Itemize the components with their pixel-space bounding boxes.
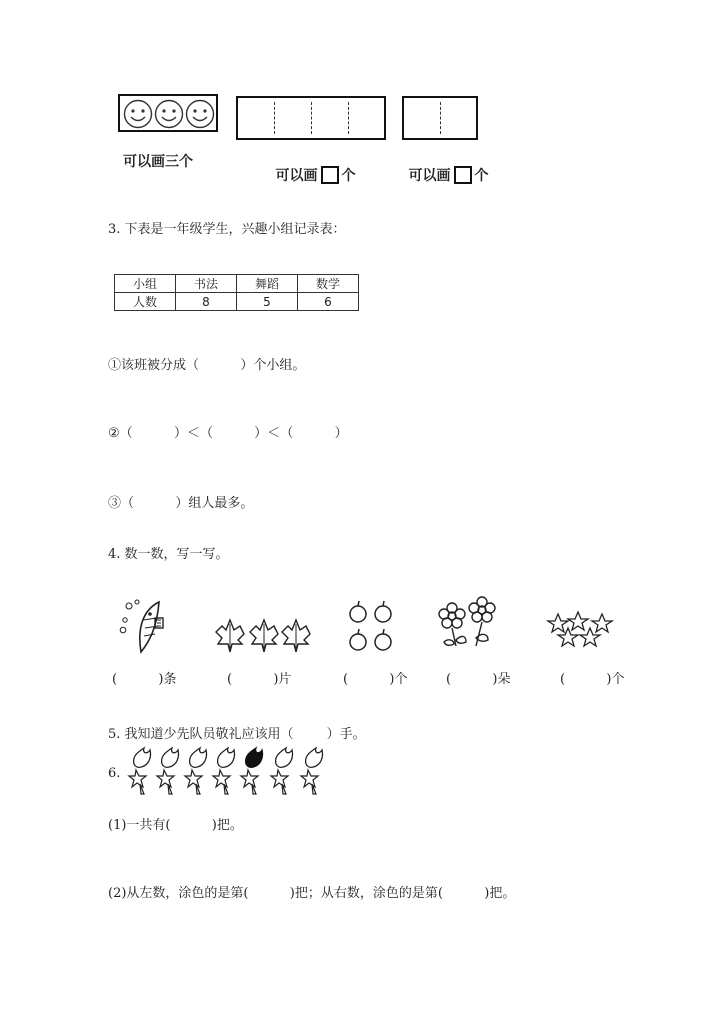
torch-icon — [157, 748, 179, 794]
smiley-face-icon — [154, 99, 184, 129]
fish-icon — [115, 598, 175, 656]
smiley-face-icon — [185, 99, 215, 129]
table-cell: 人数 — [115, 293, 176, 311]
q5-text[interactable]: 5. 我知道少先队员敬礼应该用（ ）手。 — [108, 727, 366, 742]
answer-blank-flower[interactable]: ( )朵 — [446, 672, 511, 687]
table-cell: 5 — [237, 293, 298, 311]
flower-icon — [436, 598, 500, 654]
record-table — [114, 274, 359, 311]
table-row — [115, 293, 359, 311]
smiley-face-icon — [123, 99, 153, 129]
figure-label-1: 可以画三个 — [123, 154, 193, 170]
q3-sub2[interactable]: ②（ ）＜（ ）＜（ ） — [108, 426, 348, 441]
answer-square[interactable] — [454, 166, 472, 184]
table-cell: 8 — [176, 293, 237, 311]
apple-icon — [346, 598, 396, 656]
answer-square[interactable] — [321, 166, 339, 184]
top-figure — [110, 88, 510, 183]
table-cell: 舞蹈 — [237, 275, 298, 293]
torch-icon — [213, 748, 235, 794]
torch-icon — [185, 748, 207, 794]
table-cell: 小组 — [115, 275, 176, 293]
two-cell-box — [402, 96, 478, 140]
figure-label-2: 可以画 个 — [275, 168, 356, 184]
q6-title: 6. — [108, 766, 121, 781]
answer-blank-leaf[interactable]: ( )片 — [227, 672, 292, 687]
table-cell: 6 — [298, 293, 359, 311]
four-cell-box — [236, 96, 386, 140]
torch-icon — [301, 748, 323, 794]
torch-filled-icon — [241, 748, 263, 794]
q4-title: 4. 数一数，写一写。 — [108, 547, 229, 562]
q3-sub3[interactable]: ③（ ）组人最多。 — [108, 496, 254, 511]
answer-blank-fish[interactable]: ( )条 — [112, 672, 177, 687]
q6-sub1[interactable]: (1)一共有( )把。 — [108, 818, 243, 833]
q3-title: 3. 下表是一年级学生，兴趣小组记录表： — [108, 222, 346, 237]
torch-row — [126, 746, 330, 796]
torch-icon — [129, 748, 151, 794]
table-cell: 数学 — [298, 275, 359, 293]
answer-blank-apple[interactable]: ( )个 — [343, 672, 408, 687]
table-cell: 书法 — [176, 275, 237, 293]
torch-icon — [271, 748, 293, 794]
q3-sub1[interactable]: ①该班被分成（ ）个小组。 — [108, 358, 306, 373]
figure-label-3: 可以画 个 — [408, 168, 489, 184]
q6-sub2[interactable]: (2)从左数，涂色的是第( )把；从右数，涂色的是第( )把。 — [108, 886, 516, 901]
star-icon — [548, 610, 614, 650]
answer-blank-star[interactable]: ( )个 — [560, 672, 625, 687]
smiley-box — [118, 94, 218, 132]
leaf-icon — [212, 616, 316, 654]
table-row — [115, 275, 359, 293]
